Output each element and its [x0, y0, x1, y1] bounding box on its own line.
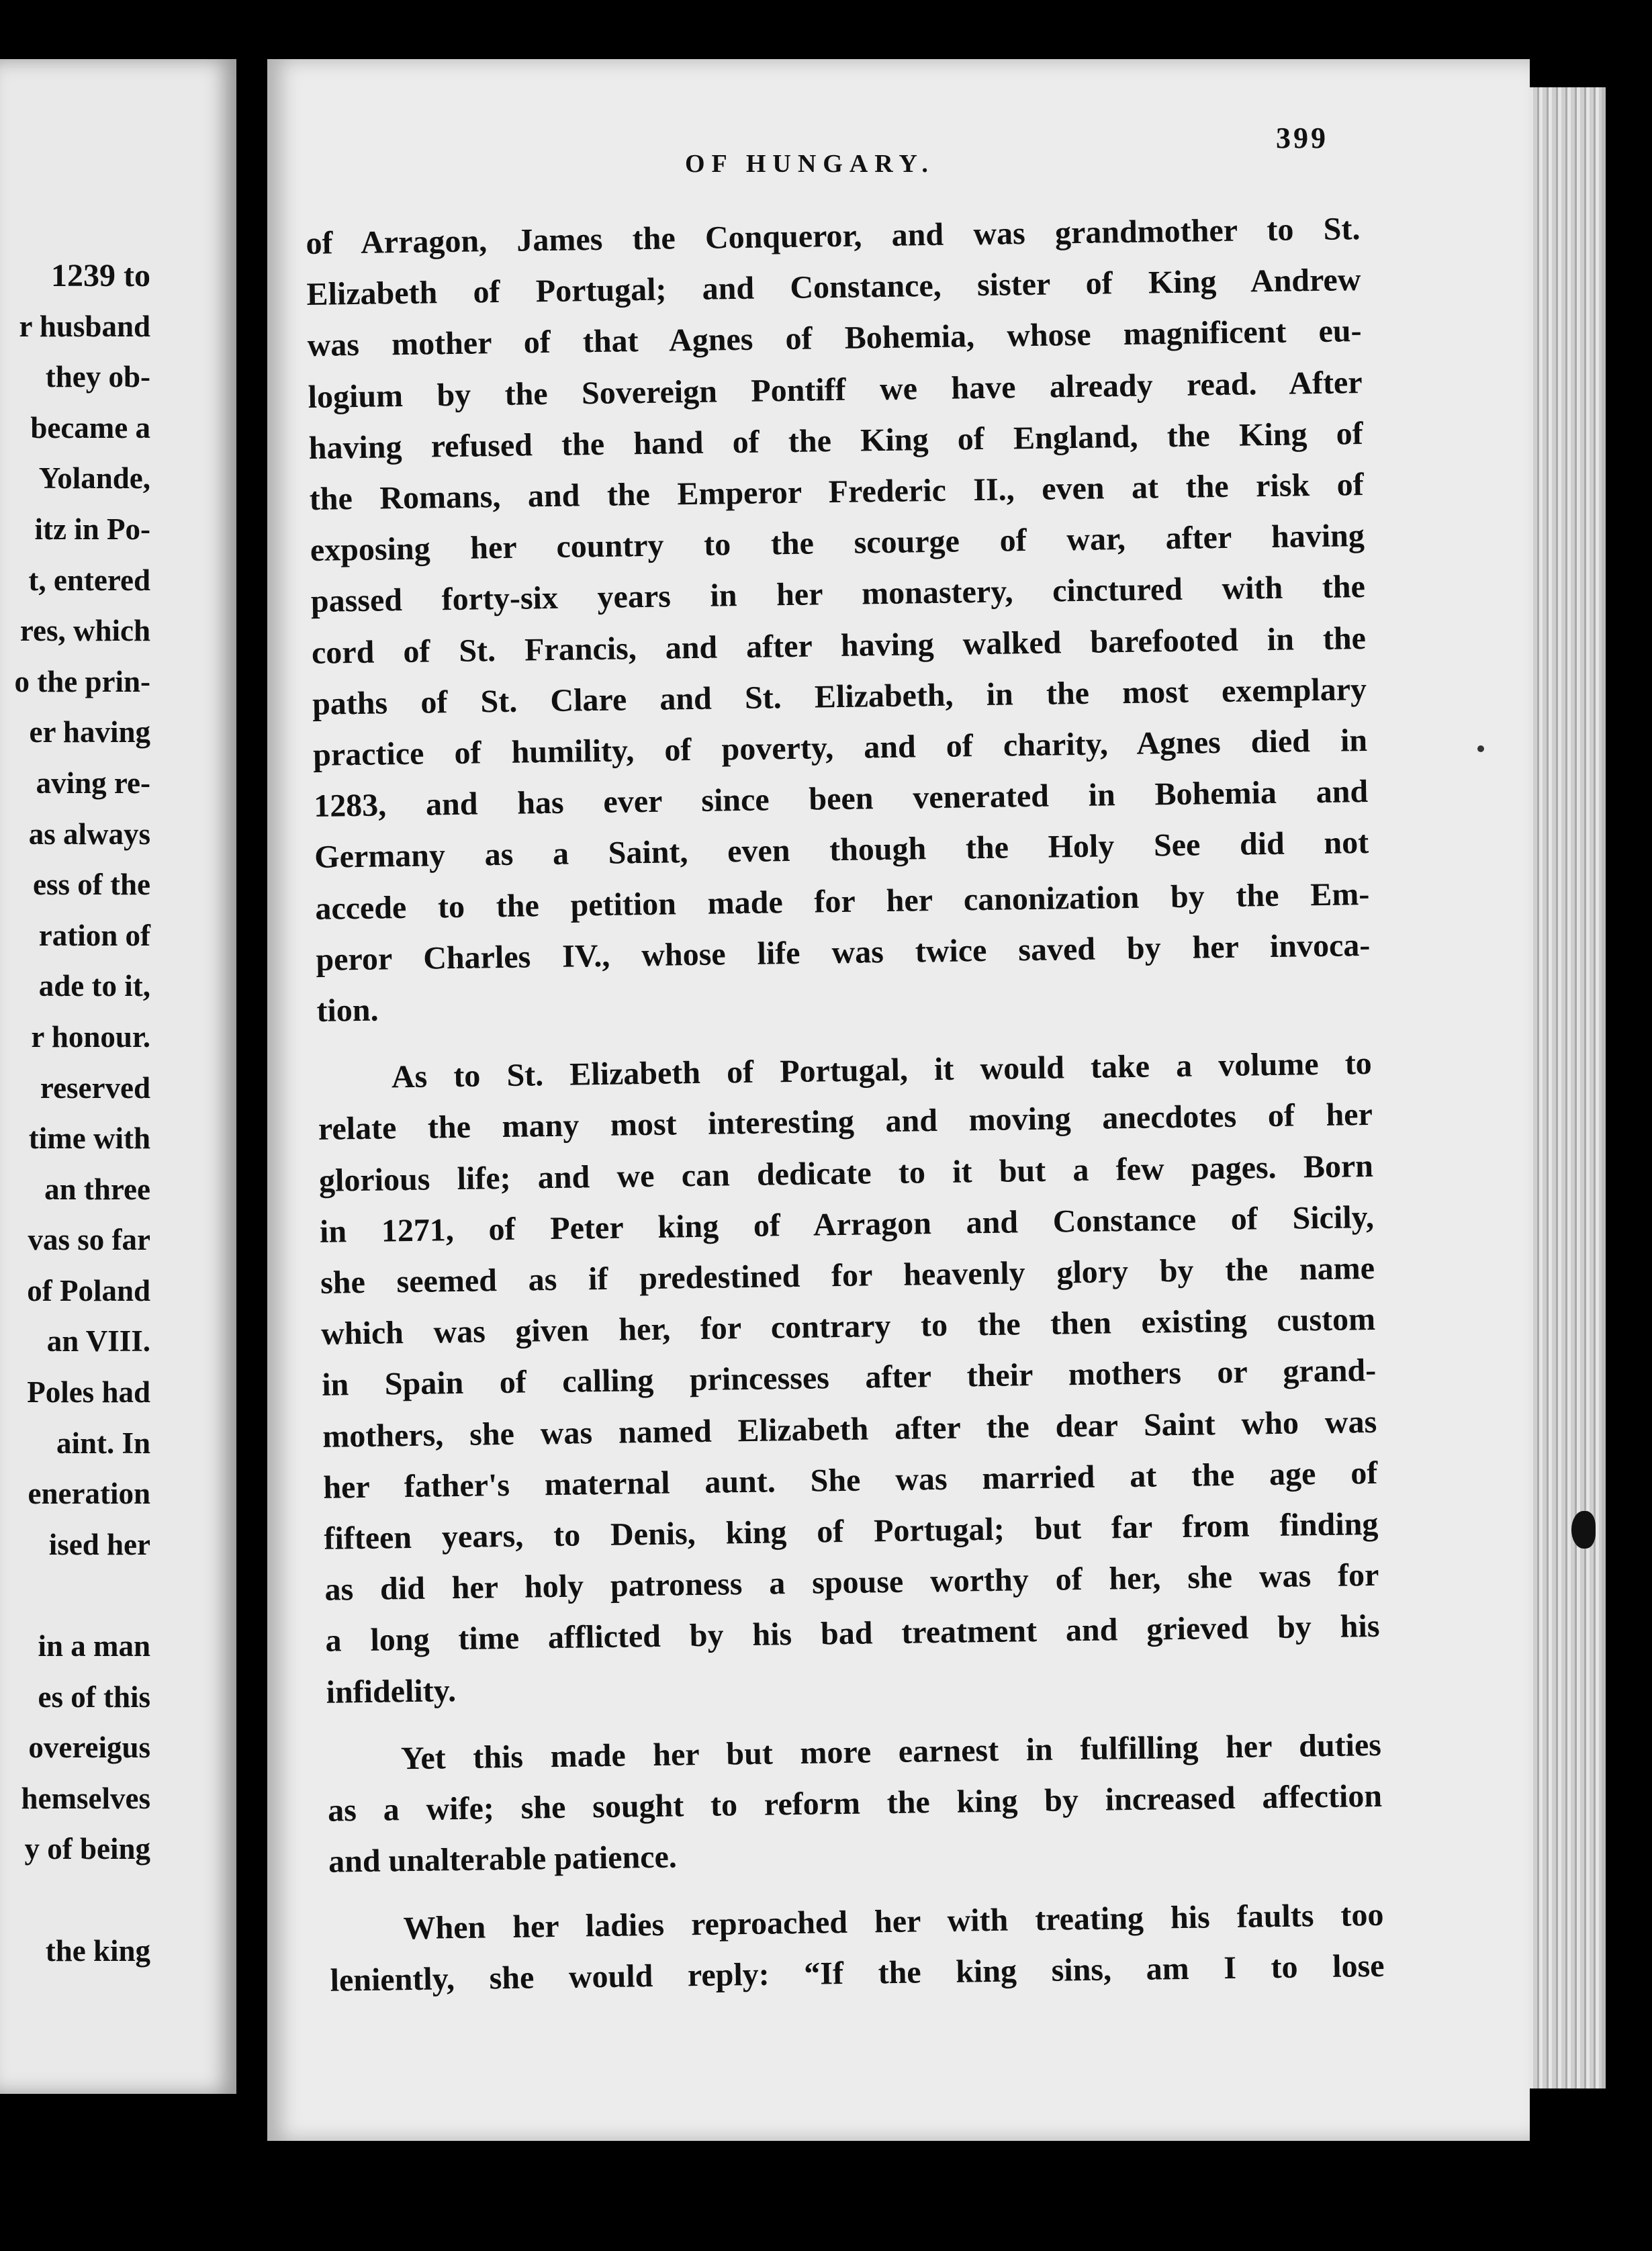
left-line: as always [28, 817, 150, 851]
text-line: logium by the Sovereign Pontiff we have already read. After [308, 364, 1363, 415]
text-line: she seemed as if predestined for heavenly glory by the name [320, 1250, 1375, 1301]
text-line: 1283, and has ever since been venerated in Bohemia and [313, 774, 1369, 825]
text-line: exposing her country to the scourge of war, after having [310, 518, 1365, 569]
text-line: which was given her, for contrary to the then existing custom [320, 1301, 1376, 1352]
text-line: her father's maternal aunt. She was married at the age of [323, 1455, 1378, 1506]
text-line: cord of St. Francis, and after having walked barefooted in the [311, 620, 1367, 671]
text-line: Elizabeth of Portugal; and Constance, sister of King Andrew [306, 262, 1361, 313]
left-line: ess of the [33, 868, 150, 902]
left-line: of Poland [27, 1273, 150, 1307]
left-line-gap [15, 1875, 151, 1926]
left-line: aving re- [36, 766, 150, 800]
left-line: r husband [19, 309, 150, 343]
left-line: ised her [48, 1527, 150, 1561]
left-page-text [15, 250, 151, 1976]
text-line: a long time afflicted by his bad treatment and grieved by his [325, 1608, 1380, 1659]
text-line: of Arragon, James the Conqueror, and was grandmother to St. [306, 211, 1361, 261]
text-line: peror Charles IV., whose life was twice saved by her invoca- [316, 927, 1371, 978]
left-line: t, entered [28, 563, 150, 597]
paragraph-start: When her ladies reproached her with treating his faults too [403, 1896, 1384, 1946]
left-line: vas so far [28, 1223, 150, 1257]
left-line: ade to it, [38, 969, 150, 1003]
left-line: er having [29, 715, 150, 749]
left-line: hemselves [21, 1781, 150, 1815]
left-line: eneration [28, 1477, 150, 1511]
left-line: aint. In [56, 1426, 150, 1460]
text-line: paths of St. Clare and St. Elizabeth, in the most exemplary [312, 671, 1367, 722]
text-line: fifteen years, to Denis, king of Portugal; but far from finding [324, 1506, 1379, 1557]
left-line-gap [15, 1570, 151, 1621]
text-line: mothers, she was named Elizabeth after the dear Saint who was [322, 1404, 1377, 1455]
left-line: 1239 to [51, 258, 150, 293]
left-line: r honour. [31, 1019, 150, 1054]
running-head: OF HUNGARY. [685, 150, 935, 178]
left-line: they ob- [45, 360, 150, 394]
ink-blot [1571, 1511, 1596, 1549]
text-line: passed forty-six years in her monastery, cinctured with the [310, 569, 1366, 620]
text-line: tion. [316, 992, 379, 1029]
text-line: in 1271, of Peter king of Arragon and Constance of Sicily, [319, 1199, 1375, 1250]
text-line: and unalterable patience. [328, 1839, 678, 1880]
text-line: in Spain of calling princesses after their mothers or grand- [321, 1352, 1377, 1404]
text-line: glorious life; and we can dedicate to it but a few pages. Born [318, 1148, 1374, 1199]
left-line: the king [45, 1933, 150, 1968]
text-line: Germany as a Saint, even though the Holy See did not [314, 825, 1369, 876]
text-line: was mother of that Agnes of Bohemia, whose magnificent eu- [307, 313, 1362, 364]
left-line: y of being [24, 1832, 150, 1866]
text-line: the Romans, and the Emperor Frederic II., even at the risk of [309, 467, 1365, 517]
left-line: reserved [40, 1070, 150, 1105]
text-line: having refused the hand of the King of England, the King of [308, 415, 1363, 466]
paragraph-start: As to St. Elizabeth of Portugal, it would take a volume to [391, 1046, 1373, 1095]
text-line: practice of humility, of poverty, and of charity, Agnes died in [312, 723, 1368, 773]
text-line: infidelity. [326, 1672, 457, 1710]
left-line: Poles had [27, 1375, 150, 1410]
left-line: res, which [19, 614, 150, 648]
left-line: overeigus [28, 1731, 150, 1765]
left-line: es of this [38, 1680, 150, 1714]
text-line: accede to the petition made for her canonization by the Em- [314, 876, 1370, 927]
paragraph-start: Yet this made her but more earnest in fulfilling her duties [400, 1727, 1382, 1777]
left-line: ration of [38, 918, 150, 952]
text-line: as a wife; she sought to reform the king by increased affection [327, 1778, 1383, 1829]
text-line: relate the many most interesting and moving anecdotes of her [318, 1097, 1373, 1148]
body-text [306, 203, 1385, 2007]
text-line: as did her holy patroness a spouse worthy of her, she was for [324, 1557, 1379, 1608]
left-line: o the prin- [14, 664, 150, 698]
page-number: 399 [1276, 122, 1328, 154]
left-line: time with [28, 1121, 150, 1156]
left-page [0, 59, 236, 2094]
left-line: became a [30, 410, 150, 445]
left-line: itz in Po- [34, 512, 150, 546]
left-line: in a man [38, 1629, 150, 1663]
text-line: leniently, she would reply: “If the king sins, am I to lose [330, 1947, 1385, 1999]
ink-dot [1477, 745, 1484, 752]
left-line: Yolande, [38, 461, 150, 496]
left-line: an VIII. [46, 1324, 150, 1359]
left-line: an three [44, 1172, 150, 1206]
